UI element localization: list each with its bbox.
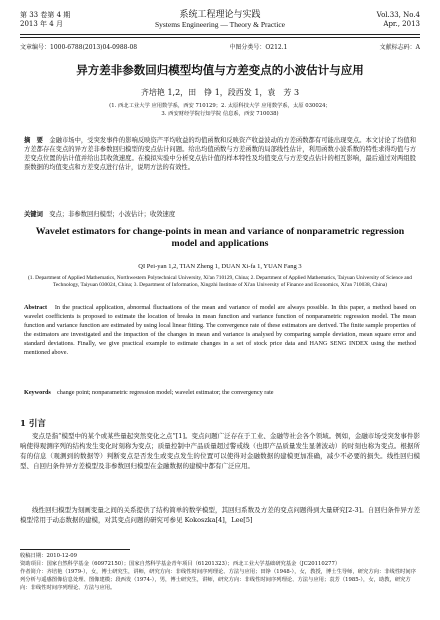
header-rule-bottom <box>20 37 420 38</box>
keywords-cn-label: 关键词 <box>24 211 43 218</box>
abstract-cn-label: 摘 要 <box>24 137 43 144</box>
clc-number: 中图分类号：O212.1 <box>229 44 288 51</box>
affiliation-cn-line-1: (1. 西北工业大学 应用数学系，西安 710129；2. 太原科技大学 应用数学系，太原 030024； <box>109 103 331 109</box>
footnote-rule <box>20 549 130 550</box>
keywords-cn-text: 变点；非参数回归模型；小波估计；收敛速度 <box>49 211 176 218</box>
article-meta <box>20 42 420 51</box>
header-center <box>0 11 440 29</box>
journal-name-cn: 系统工程理论与实践 <box>179 10 261 20</box>
header-right <box>377 11 420 29</box>
abstract-cn <box>24 136 416 172</box>
footnote-authors: 作者简介：齐培艳（1979-），女，博士研究生，讲师，研究方向：非线性时间序列理论、方法与应用；田铮（1948-），女，教授，博士生导师，研究方向：非线性时间序列分析与遥感图像信息处理、图像建模；段西发（1974-），男，博士研究生，讲师，研究方向：非线性时间序列理论、方法与应用；袁芳（1985-），女，助教，研究方向：非线性时间序列理论、方法与应用。 <box>20 569 417 591</box>
footnote-received: 收稿日期：2010-12-09 <box>20 553 78 559</box>
body-paragraph-2: 线性回归模型为刻画变量之间的关系提供了结构简单的数学模型，其回归系数及方差的变点问题得到大量研究[2-3]。自回归条件异方差模型常用于动态数据的建模，对其变点问题的研究可参见 Kokoszka[4]，Lee[5] <box>20 506 420 524</box>
volume-cn: 第 33 卷第 4 期 <box>20 11 71 19</box>
volume-en: Vol.33, No.4 <box>376 11 420 19</box>
body-paragraph-1: 变点是指“模型中的某个或某些量起突然变化之点”[1]。变点问题广泛存在于工业、金融等社会各个领域。例如，金融市场受突发事件影响使得观测序列的结构发生变化时刻称为变点；质量控制中产品质量超过警戒线（也即产品质量发生显著波动）的时刻也称为变点。根据所有的信息（观测到的数据等）判断变点是否发生或变点发生的位置可以使得对金融数据的建模更加准确，减少不必要的损失。线性回归模型、自回归条件异方差模型及非参数回归模型在金融数据的建模中都有广泛应用。 <box>20 432 420 470</box>
journal-name-en: Systems Engineering — Theory & Practice <box>154 20 286 29</box>
footnote-funding: 资助项目：国家自然科学基金（60972150）；国家自然科学基金青年项目（61201323）；西北工业大学基础研究基金（JC20110277） <box>20 561 341 567</box>
abstract-en-label: Abstract <box>24 304 48 311</box>
date-cn: 2013 年 4 月 <box>20 20 63 28</box>
header-rule-top <box>20 34 420 35</box>
date-en: Apr., 2013 <box>383 20 420 28</box>
keywords-en <box>24 388 416 397</box>
keywords-en-label: Keywords <box>24 389 51 396</box>
authors-en: QI Pei-yan 1,2, TIAN Zheng 1, DUAN Xi-fa 1, YUAN Fang 3 <box>138 263 302 270</box>
abstract-en-text: In the practical application, abnormal fluctuations of the mean and variance of model are always possible. In this paper, a method based on wavelet coefficients is proposed to estimate the location of breaks in mean function and variance function of nonparametric regression model. The mean function and variance function are estimated by using local linear fitting. The convergence rate of these estimators are derived. The finite sample properties of the estimators are investigated and the impaction of the changes in mean and variance is analysed by comparing sample deviation, mean square error and standard deviations. Finally, we give practical example to estimate changes in a set of stock price data and HANG SENG INDEX using the method mentioned above. <box>24 304 416 356</box>
keywords-en-text: change point; nonparametric regression model; wavelet estimator; the convergency rate <box>57 389 274 396</box>
keywords-cn <box>24 209 416 218</box>
affiliation-cn-line-2: 3. 西安财经学院行知学院 信息系，西安 710038) <box>161 111 279 117</box>
affiliation-en: (1. Department of Applied Mathematics, Northwestern Polytechnical University, Xi'an 710129, China; 2. Department of Applied Mathematics, Taiyuan University of Science and Technology, Taiyuan 030024, China; 3. Department of Information, Xingzhi Institute of Xi'an University of Finance and Economics, Xi'an 710038, China) <box>28 275 412 288</box>
document-code: 文献标志码：A <box>379 44 420 51</box>
abstract-cn-text: 金融市场中，受突发事件的影响反映资产平均收益的均值函数和反映资产收益波动的方差函数都有可能出现变点。本文讨论了均值和方差都存在变点的异方差非参数回归模型的变点估计问题。给出均值函数与方差函数的局部线性估计，利用函数小波系数的特性求得均值与方差变点位置的估计值并给出其收敛速度。在模拟实验中分析变点估计值的样本特性及均值变点与方差变点估计的相互影响，最后通过对两组股票数据的均值变点和方差变点进行估计，说明方法的有效性。 <box>24 137 417 171</box>
authors-cn: 齐培艳 1,2，田 铮 1，段西发 1，袁 芳 3 <box>140 88 300 97</box>
title-cn: 异方差非参数回归模型均值与方差变点的小波估计与应用 <box>76 63 364 77</box>
article-number: 文章编号：1000-6788(2013)04-0988-08 <box>20 44 138 51</box>
title-en: Wavelet estimators for change-points in mean and variance of nonparametric regression model and applications <box>35 226 405 249</box>
section-heading-introduction: 1 引言 <box>20 419 46 429</box>
abstract-en <box>24 303 416 357</box>
